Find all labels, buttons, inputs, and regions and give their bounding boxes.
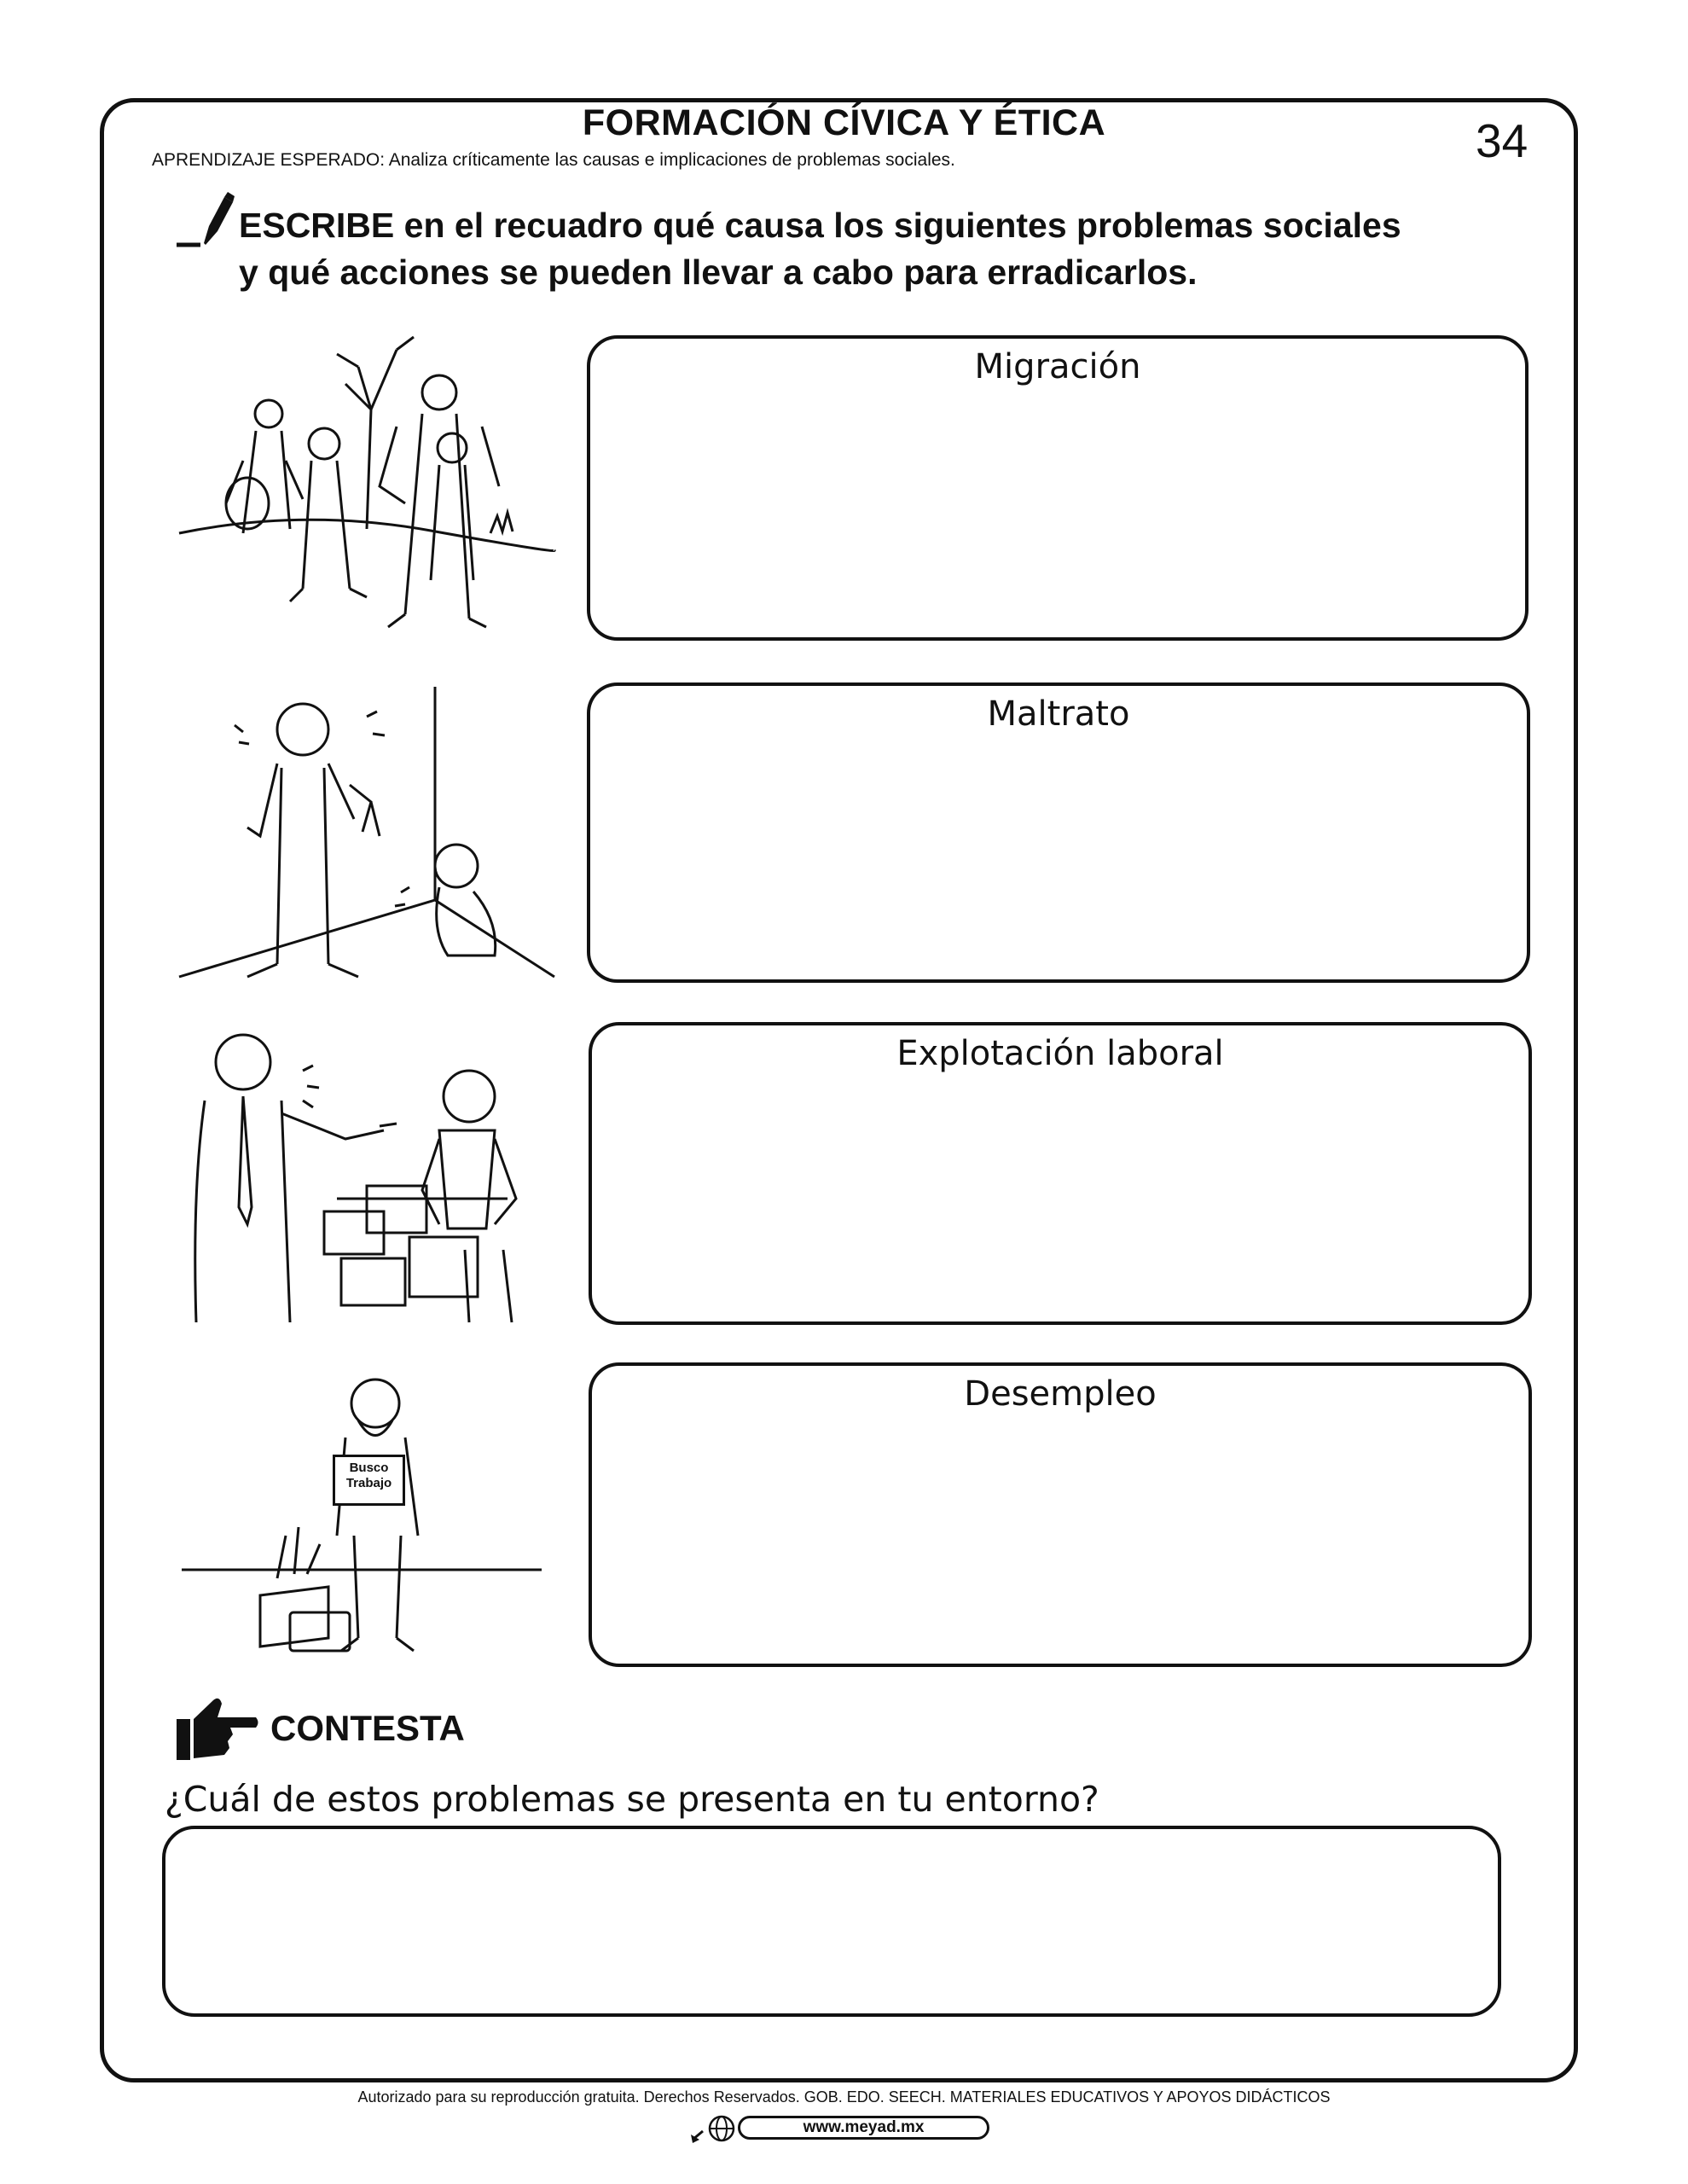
footer-text: Autorizado para su reproducción gratuita. Derechos Reservados. GOB. EDO. SEECH. MATERIALES EDUCATIVOS Y APOYOS DIDÁCTICOS xyxy=(357,2088,1331,2106)
job-search-sign xyxy=(333,1455,405,1506)
learning-objective: APRENDIZAJE ESPERADO: Analiza críticamente las causas e implicaciones de problemas sociales. xyxy=(152,150,955,170)
globe-icon xyxy=(691,2114,742,2145)
abuse-label: Maltrato xyxy=(987,694,1130,734)
pencil-icon xyxy=(175,192,235,252)
unemployment-label: Desempleo xyxy=(964,1374,1157,1414)
footer-url-block xyxy=(687,2114,994,2143)
question-answer-box[interactable] xyxy=(162,1826,1501,2017)
abuse-answer-box[interactable] xyxy=(587,682,1530,983)
migration-answer-box[interactable] xyxy=(587,335,1528,641)
labor-exploitation-answer-box[interactable] xyxy=(589,1022,1532,1325)
instruction-text xyxy=(239,202,1561,296)
instruction-line1: en el recuadro qué causa los siguientes problemas sociales xyxy=(394,206,1401,245)
instruction-line2: y qué acciones se pueden llevar a cabo para erradicarlos. xyxy=(239,253,1198,292)
unemployment-illustration xyxy=(175,1365,559,1659)
migration-illustration xyxy=(175,333,559,640)
pointing-hand-icon xyxy=(175,1693,260,1762)
page-title: FORMACIÓN CÍVICA Y ÉTICA xyxy=(582,102,1106,143)
migration-label: Migración xyxy=(974,347,1141,386)
contesta-heading: CONTESTA xyxy=(270,1708,465,1748)
labor-exploitation-illustration xyxy=(175,1019,559,1327)
sign-line1: Busco xyxy=(349,1461,389,1475)
question-text: ¿Cuál de estos problemas se presenta en tu entorno? xyxy=(165,1779,1099,1820)
footer-url[interactable]: www.meyad.mx xyxy=(738,2116,989,2140)
instruction-keyword: ESCRIBE xyxy=(239,206,395,245)
unemployment-answer-box[interactable] xyxy=(589,1362,1532,1667)
sign-line2: Trabajo xyxy=(345,1476,392,1490)
labor-exploitation-label: Explotación laboral xyxy=(896,1034,1224,1073)
page-number: 34 xyxy=(1476,114,1528,167)
abuse-illustration xyxy=(175,682,559,994)
